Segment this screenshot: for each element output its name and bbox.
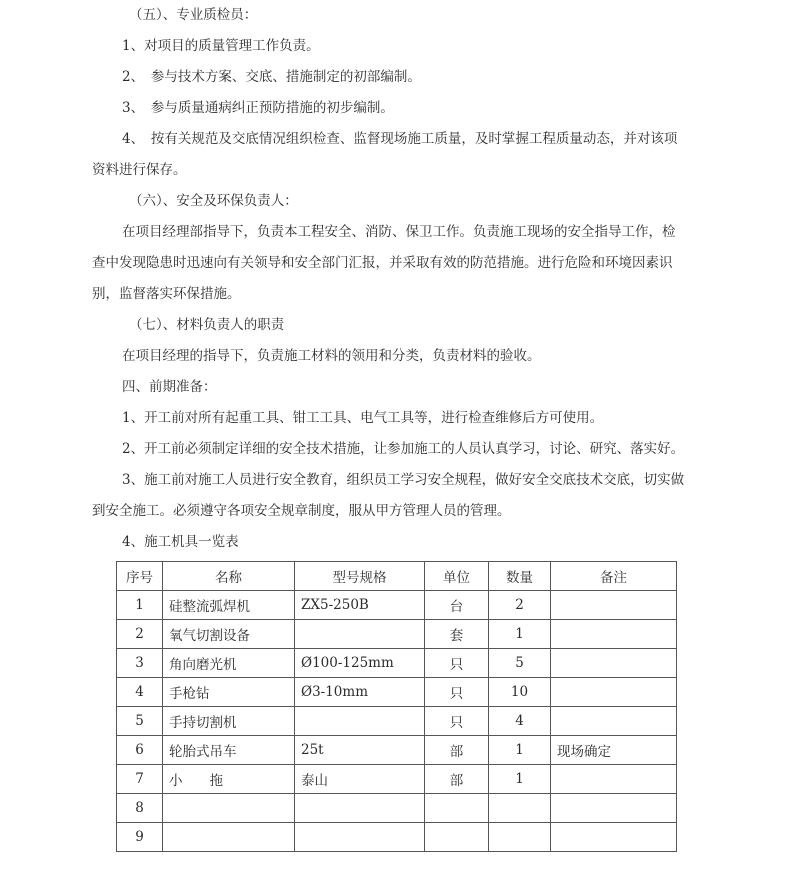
cell-remark [551,620,677,649]
cell-name: 手持切割机 [163,707,295,736]
table-row [117,620,677,649]
header-name: 名称 [163,562,295,591]
cell-spec: ZX5-250B [295,591,425,620]
table-row [117,765,677,794]
cell-name [163,794,295,823]
cell-unit: 只 [425,707,489,736]
cell-qty: 2 [489,591,551,620]
header-remark: 备注 [551,562,677,591]
cell-remark [551,678,677,707]
cell-index: 7 [117,765,163,794]
cell-index: 2 [117,620,163,649]
cell-name [163,823,295,852]
paragraph: 资料进行保存。 [92,162,187,178]
equipment-table [116,561,677,852]
paragraph: 3、施工前对施工人员进行安全教育，组织员工学习安全规程，做好安全交底技术交底，切实做 [122,472,685,488]
header-spec: 型号规格 [295,562,425,591]
cell-spec [295,620,425,649]
header-unit: 单位 [425,562,489,591]
paragraph: 4、 按有关规范及交底情况组织检查、监督现场施工质量，及时掌握工程质量动态，并对该项 [122,131,678,147]
cell-qty: 10 [489,678,551,707]
cell-name: 手枪钻 [163,678,295,707]
paragraph: 在项目经理的指导下，负责施工材料的领用和分类，负责材料的验收。 [122,348,541,364]
cell-index: 3 [117,649,163,678]
cell-name: 氧气切割设备 [163,620,295,649]
cell-remark: 现场确定 [551,736,677,765]
cell-qty: 4 [489,707,551,736]
cell-remark [551,823,677,852]
cell-spec: Ø100-125mm [295,649,425,678]
cell-unit: 只 [425,649,489,678]
section-heading-preparation: 四、前期准备： [122,379,217,395]
cell-unit: 只 [425,678,489,707]
cell-index: 9 [117,823,163,852]
cell-remark [551,765,677,794]
cell-qty [489,794,551,823]
cell-unit: 部 [425,736,489,765]
cell-qty: 1 [489,620,551,649]
cell-spec [295,794,425,823]
cell-remark [551,794,677,823]
table-row [117,678,677,707]
section-heading-quality-inspector: （五）、专业质检员： [129,7,258,23]
cell-unit: 部 [425,765,489,794]
table-row [117,794,677,823]
cell-spec [295,707,425,736]
paragraph: 3、 参与质量通病纠正预防措施的初步编制。 [122,100,394,116]
header-index: 序号 [117,562,163,591]
cell-qty: 1 [489,765,551,794]
section-heading-safety: （六）、安全及环保负责人： [129,193,298,209]
cell-unit: 台 [425,591,489,620]
cell-remark [551,707,677,736]
cell-remark [551,649,677,678]
cell-index: 4 [117,678,163,707]
cell-remark [551,591,677,620]
cell-index: 1 [117,591,163,620]
table-caption: 4、施工机具一览表 [122,534,239,550]
header-qty: 数量 [489,562,551,591]
cell-name: 轮胎式吊车 [163,736,295,765]
paragraph: 2、 参与技术方案、交底、措施制定的初部编制。 [122,69,421,85]
table-row [117,823,677,852]
section-heading-materials: （七）、材料负责人的职责 [129,317,285,333]
cell-qty: 5 [489,649,551,678]
cell-qty [489,823,551,852]
cell-unit [425,794,489,823]
cell-spec: 25t [295,736,425,765]
paragraph: 在项目经理部指导下，负责本工程安全、消防、保卫工作。负责施工现场的安全指导工作，检 [122,224,676,240]
cell-index: 8 [117,794,163,823]
cell-name: 硅整流弧焊机 [163,591,295,620]
cell-qty: 1 [489,736,551,765]
paragraph: 1、开工前对所有起重工具、钳工工具、电气工具等，进行检查维修后方可使用。 [122,410,604,426]
cell-unit [425,823,489,852]
paragraph: 到安全施工。必须遵守各项安全规章制度，服从甲方管理人员的管理。 [92,503,511,519]
cell-index: 5 [117,707,163,736]
table-row [117,707,677,736]
cell-spec: Ø3-10mm [295,678,425,707]
table-row [117,736,677,765]
paragraph: 1、对项目的质量管理工作负责。 [122,38,320,54]
paragraph: 查中发现隐患时迅速向有关领导和安全部门汇报，并采取有效的防范措施。进行危险和环境因素识 [92,255,673,271]
cell-index: 6 [117,736,163,765]
cell-unit: 套 [425,620,489,649]
table-row [117,649,677,678]
cell-spec: 泰山 [295,765,425,794]
paragraph: 2、开工前必须制定详细的安全技术措施，让参加施工的人员认真学习，讨论、研究、落实好。 [122,441,685,457]
cell-spec [295,823,425,852]
cell-name: 小 拖 [163,765,295,794]
table-header-row [117,562,677,591]
cell-name: 角向磨光机 [163,649,295,678]
paragraph: 别，监督落实环保措施。 [92,286,241,302]
table-row [117,591,677,620]
